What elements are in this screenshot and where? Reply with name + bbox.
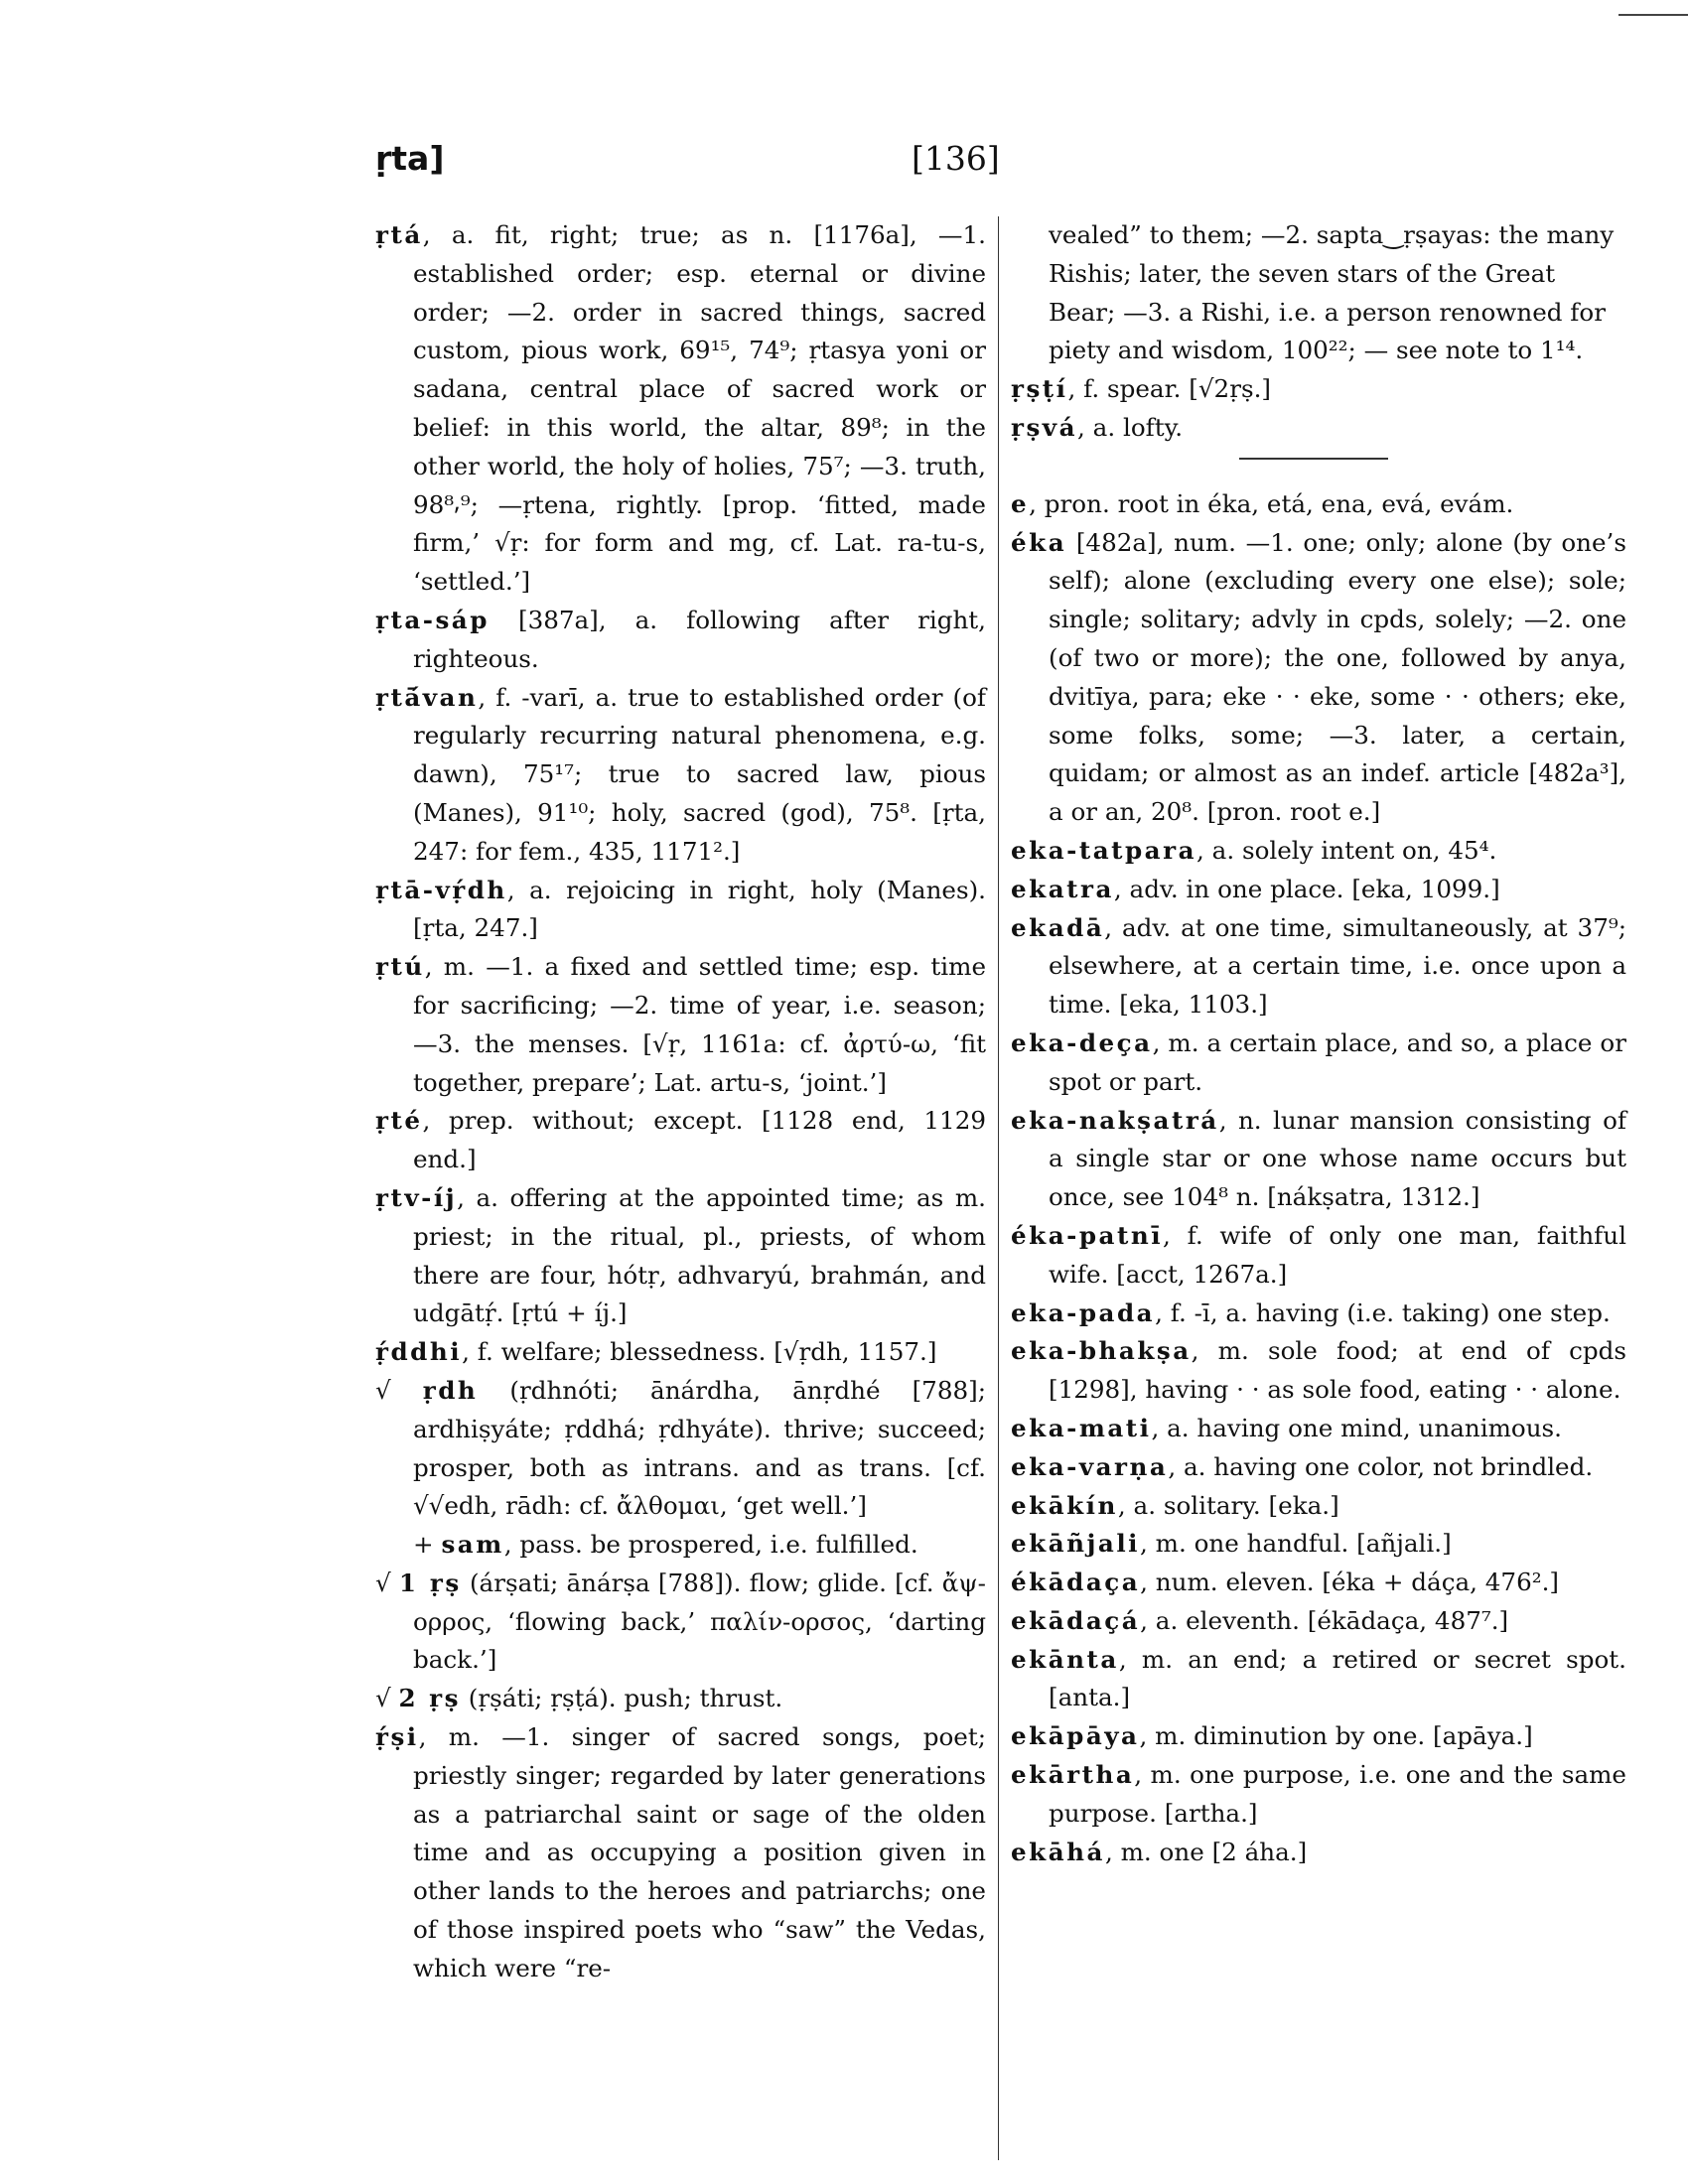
entry-definition: , pron. root in éka, etá, ena, evá, evám.	[1029, 488, 1514, 518]
entry-headword: ekāhá	[1011, 1837, 1105, 1866]
entry-definition: (ṛdhnóti; ānárdha, ānṛdhé [788]; ardhiṣyáte; ṛddhá; ṛdhyáte). thrive; succeed; prosper, both as intrans. and as trans. [cf. √√edh, rādh: cf. ἄλθομαι, ‘get well.’]	[413, 1375, 986, 1521]
dictionary-entry	[375, 872, 986, 949]
dictionary-entry	[1011, 370, 1626, 409]
entry-definition: [482a], num. —1. one; only; alone (by one’s self); alone (excluding every one else); sole; single; solitary; advly in cpds, solely; —2. one (of two or more); the one, followed by anya, dvitīya, para; eke · · eke, some · · others; eke, some folks, some; —3. later, a certain, quidam; or almost as an indef. article [482a³], a or an, 20⁸. [pron. root e.]	[1049, 527, 1626, 827]
entry-headword: sam	[441, 1530, 504, 1560]
right-column	[1011, 216, 1626, 1871]
entry-headword: ṛṣṭí	[1011, 374, 1068, 404]
column-divider	[998, 216, 999, 2160]
entry-definition: , a. solitary. [eka.]	[1117, 1490, 1339, 1520]
dictionary-entry	[1011, 832, 1626, 871]
dictionary-entry	[1011, 909, 1626, 1024]
entry-definition: , f. wife of only one man, faithful wife. [acct, 1267a.]	[1049, 1220, 1626, 1289]
entry-headword: ekādaçá	[1011, 1605, 1141, 1635]
entry-definition: [387a], a. following after right, righteous.	[413, 605, 986, 673]
dictionary-entry	[1011, 1448, 1626, 1487]
entry-headword: ṛtv-íj	[375, 1182, 458, 1212]
entry-prefix: +	[413, 1530, 442, 1560]
dictionary-entry	[1011, 524, 1626, 832]
entry-headword: eka-deça	[1011, 1027, 1153, 1057]
dictionary-entry	[1011, 1332, 1626, 1410]
dictionary-entry	[375, 216, 986, 602]
dictionary-entry	[375, 1565, 986, 1680]
entry-definition: , a. having one color, not brindled.	[1168, 1451, 1594, 1481]
entry-definition: , m. a certain place, and so, a place or spot or part.	[1049, 1027, 1626, 1096]
entry-definition: (ṛṣáti; ṛṣṭá). push; thrust.	[460, 1684, 783, 1713]
dictionary-entry	[375, 1372, 986, 1526]
entry-definition: , adv. at one time, simultaneously, at 37⁹; elsewhere, at a certain time, i.e. once upon a time. [eka, 1103.]	[1049, 912, 1626, 1020]
page-header	[375, 139, 1617, 189]
entry-definition: , f. welfare; blessedness. [√ṛdh, 1157.]	[462, 1337, 937, 1367]
entry-headword: éka-patnī	[1011, 1220, 1164, 1250]
dictionary-entry	[1011, 1217, 1626, 1295]
entry-definition: , a. eleventh. [ékādaça, 487⁷.]	[1140, 1605, 1509, 1635]
entry-headword: ékādaça	[1011, 1568, 1141, 1597]
dictionary-entry	[1011, 485, 1626, 524]
entry-headword: ṛtā́van	[375, 682, 479, 712]
entry-headword: eka-bhakṣa	[1011, 1336, 1192, 1366]
entry-headword: ekadā	[1011, 912, 1105, 942]
entry-definition: , f. -varī, a. true to established order (of regularly recurring natural phenomena, e.g. dawn), 75¹⁷; true to sacred law, pious (Manes), 91¹⁰; holy, sacred (god), 75⁸. [ṛta, 247: for fem., 435, 1171².]	[413, 682, 986, 866]
dictionary-entry	[1011, 1602, 1626, 1641]
entry-headword: ekānta	[1011, 1644, 1119, 1674]
entry-definition: (árṣati; ānárṣa [788]). flow; glide. [cf. ἄψ-ορρος, ‘flowing back,’ παλίν-ορσος, ‘darting back.’]	[413, 1568, 986, 1675]
entry-definition: , f. spear. [√2ṛṣ.]	[1067, 374, 1271, 404]
dictionary-entry	[1011, 1641, 1626, 1718]
dictionary-entry	[375, 1526, 986, 1565]
dictionary-entry	[1011, 1295, 1626, 1333]
entry-headword: eka-mati	[1011, 1413, 1152, 1442]
dictionary-entry	[375, 948, 986, 1102]
entry-prefix: √	[375, 1568, 399, 1597]
entry-headword: eka-tatpara	[1011, 835, 1197, 865]
right-column-top	[1011, 216, 1626, 448]
running-headword: ṛta]	[375, 139, 445, 178]
entry-definition: , a. having one mind, unanimous.	[1151, 1413, 1562, 1442]
entry-definition: , a. rejoicing in right, holy (Manes). [ṛta, 247.]	[413, 875, 986, 943]
entry-definition: , m. —1. singer of sacred songs, poet; priestly singer; regarded by later generations as a patriarchal saint or sage of the olden time and as occupying a position given in other lands to the heroes and patriarchs; one of those inspired poets who “saw” the Vedas, which were “re-	[413, 1722, 986, 1982]
corner-rule	[1618, 14, 1688, 16]
dictionary-entry	[1011, 409, 1626, 448]
entry-prefix: √	[375, 1375, 423, 1405]
entry-definition: , num. eleven. [éka + dáça, 476².]	[1140, 1568, 1559, 1597]
entry-prefix: √	[375, 1684, 399, 1713]
entry-headword: éka	[1011, 527, 1067, 557]
dictionary-entry	[1011, 216, 1626, 370]
section-separator	[1239, 458, 1388, 460]
entry-headword: ṛ́ṣi	[375, 1722, 419, 1752]
entry-definition: , prep. without; except. [1128 end, 1129 end.]	[413, 1106, 986, 1174]
entry-definition: , m. an end; a retired or secret spot. [anta.]	[1049, 1644, 1626, 1712]
entry-headword: ekāpāya	[1011, 1721, 1140, 1751]
entry-definition: , n. lunar mansion consisting of a single star or one whose name occurs but once, see 104⁸ n. [nákṣatra, 1312.]	[1049, 1105, 1626, 1212]
entry-headword: ekāñjali	[1011, 1529, 1141, 1559]
dictionary-entry	[375, 1102, 986, 1179]
entry-definition: , a. solely intent on, 45⁴.	[1196, 835, 1497, 865]
right-column-bottom	[1011, 485, 1626, 1872]
dictionary-entry	[375, 1718, 986, 1988]
entry-definition: , m. diminution by one. [apāya.]	[1139, 1721, 1533, 1751]
dictionary-entry	[375, 1333, 986, 1372]
dictionary-entry	[1011, 1564, 1626, 1602]
entry-headword: 2 ṛṣ	[398, 1684, 461, 1713]
entry-headword: ṛ́ddhi	[375, 1337, 463, 1367]
entry-headword: 1 ṛṣ	[398, 1568, 462, 1597]
dictionary-entry	[1011, 1487, 1626, 1526]
dictionary-entry	[1011, 1024, 1626, 1102]
dictionary-entry	[1011, 1525, 1626, 1564]
dictionary-entry	[375, 602, 986, 679]
entry-headword: ṛtā-vṛ́dh	[375, 875, 507, 904]
dictionary-entry	[1011, 1102, 1626, 1217]
dictionary-entry	[375, 679, 986, 872]
entry-definition: , m. one purpose, i.e. one and the same purpose. [artha.]	[1049, 1760, 1626, 1828]
dictionary-entry	[1011, 1756, 1626, 1834]
entry-definition: , adv. in one place. [eka, 1099.]	[1113, 874, 1500, 903]
entry-definition: , m. sole food; at end of cpds [1298], having · · as sole food, eating · · alone.	[1049, 1336, 1626, 1405]
entry-headword: ṛtú	[375, 952, 425, 982]
entry-headword: ekārtha	[1011, 1760, 1135, 1790]
entry-definition: , pass. be prospered, i.e. fulfilled.	[503, 1530, 918, 1560]
entry-definition: , a. fit, right; true; as n. [1176a], —1. established order; esp. eternal or divine order; —2. order in sacred things, sacred custom, pious work, 69¹⁵, 74⁹; ṛtasya yoni or sadana, central place of sacred work or belief: in this world, the altar, 89⁸; in the other world, the holy of holies, 75⁷; —3. truth, 98⁸⸴⁹; —ṛtena, rightly. [prop. ‘fitted, made firm,’ √ṛ: for form and mg, cf. Lat. ra-tu-s, ‘settled.’]	[413, 220, 986, 597]
entry-definition: , a. lofty.	[1077, 412, 1184, 442]
dictionary-entry	[1011, 1717, 1626, 1756]
dictionary-entry	[1011, 871, 1626, 909]
entry-headword: e	[1011, 488, 1030, 518]
entry-headword: ekākín	[1011, 1490, 1118, 1520]
left-column	[375, 216, 986, 1988]
entry-definition: , m. one handful. [añjali.]	[1140, 1529, 1452, 1559]
entry-definition: , m. one [2 áha.]	[1104, 1837, 1308, 1866]
entry-headword: eka-varṇa	[1011, 1451, 1169, 1481]
entry-headword: ṛṣvá	[1011, 412, 1078, 442]
entry-headword: ṛtá	[375, 220, 423, 249]
entry-headword: eka-pada	[1011, 1297, 1156, 1327]
dictionary-entry	[1011, 1410, 1626, 1448]
entry-definition: , a. offering at the appointed time; as m. priest; in the ritual, pl., priests, of whom there are four, hótṛ, adhvaryú, brahmán, and udgātṛ́. [ṛtú + íj.]	[413, 1182, 986, 1328]
entry-headword: ṛdh	[422, 1375, 479, 1405]
entry-definition: , m. —1. a fixed and settled time; esp. time for sacrificing; —2. time of year, i.e. season; —3. the menses. [√ṛ, 1161a: cf. ἀρτύ-ω, ‘fit together, prepare’; Lat. artu-s, ‘joint.’]	[413, 952, 986, 1097]
entry-headword: eka-nakṣatrá	[1011, 1105, 1219, 1135]
dictionary-entry	[375, 1179, 986, 1333]
dictionary-entry	[375, 1680, 986, 1718]
dictionary-entry	[1011, 1834, 1626, 1872]
entry-headword: ekatra	[1011, 874, 1114, 903]
entry-headword: ṛté	[375, 1106, 423, 1136]
page-number: [136]	[912, 139, 1000, 178]
entry-definition: vealed” to them; —2. sapta‿ṛṣayas: the many Rishis; later, the seven stars of the Great Bear; —3. a Rishi, i.e. a person renowned for piety and wisdom, 100²²; — see note to 1¹⁴.	[1049, 220, 1615, 365]
entry-headword: ṛta-sáp	[375, 605, 490, 634]
entry-definition: , f. -ī, a. having (i.e. taking) one step.	[1155, 1297, 1611, 1327]
